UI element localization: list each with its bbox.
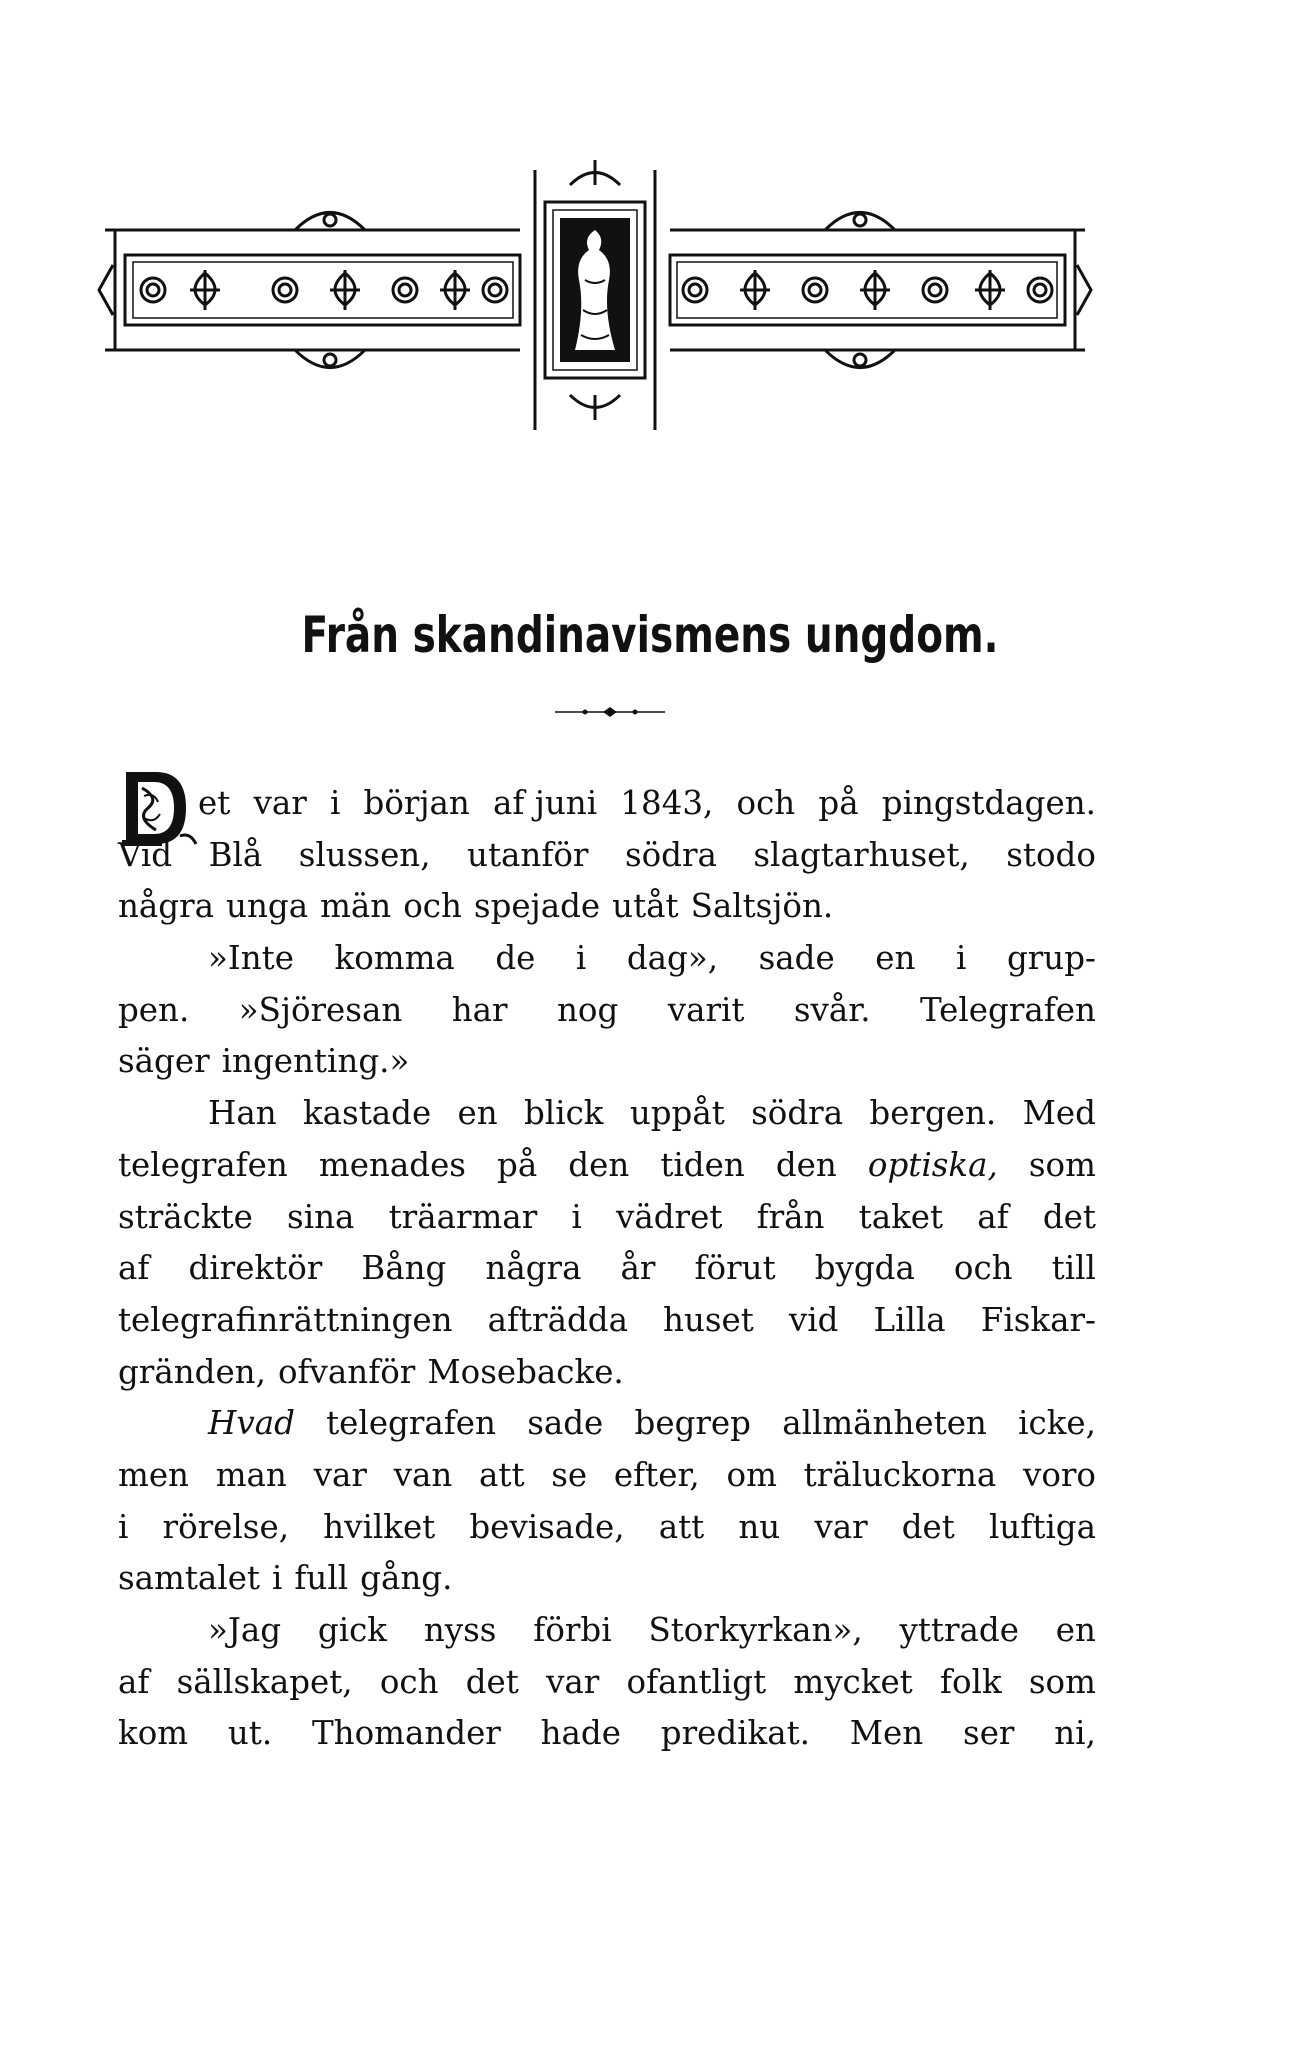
text-line <box>118 1708 1096 1760</box>
word: och <box>953 1249 1013 1288</box>
text-line <box>118 1036 1096 1088</box>
word: ser <box>963 1714 1015 1753</box>
word: pingstdagen. <box>881 784 1096 822</box>
word: som <box>1028 1145 1096 1184</box>
word: spejade <box>473 887 601 926</box>
word: slagtarhuset, <box>753 835 970 874</box>
word: män <box>320 887 392 926</box>
word: nu <box>738 1507 781 1546</box>
ornament-header-icon <box>95 150 1175 440</box>
word: och <box>736 784 796 822</box>
word: predikat. <box>660 1714 810 1753</box>
word: grup- <box>1006 939 1096 978</box>
word: bergen. <box>869 1094 997 1133</box>
word: af <box>977 1197 1009 1236</box>
word: några <box>485 1249 582 1288</box>
text-line <box>118 1243 1096 1295</box>
word: varit <box>667 990 745 1029</box>
word: säger <box>118 1042 210 1081</box>
word: ni, <box>1054 1714 1096 1753</box>
word: träluckorna <box>803 1455 997 1494</box>
word: gång. <box>360 1559 453 1598</box>
word: Storkyrkan», <box>648 1611 863 1649</box>
text-line <box>118 830 1096 882</box>
word: menades <box>318 1145 466 1184</box>
word: tiden <box>660 1145 745 1184</box>
word: voro <box>1022 1455 1096 1494</box>
word: sällskapet, <box>176 1662 353 1701</box>
word: Saltsjön. <box>690 887 834 926</box>
word: var <box>546 1662 600 1701</box>
word: den <box>568 1145 630 1184</box>
word: huset <box>663 1300 754 1339</box>
word: kastade <box>302 1094 432 1133</box>
word: af juni <box>493 784 598 822</box>
word: på <box>818 784 859 822</box>
word: Vid <box>118 835 173 874</box>
word: i <box>955 939 967 978</box>
word: ut. <box>227 1714 273 1753</box>
word: gick <box>317 1611 388 1649</box>
word: förbi <box>533 1611 612 1649</box>
word: taket <box>858 1197 944 1236</box>
word: unga <box>226 887 309 926</box>
word: år <box>620 1249 656 1288</box>
word: Bång <box>361 1249 447 1288</box>
word: af <box>118 1249 150 1288</box>
word: Han <box>208 1094 277 1133</box>
word: slussen, <box>298 835 431 874</box>
word: svår. <box>793 990 871 1029</box>
word: sade <box>527 1404 604 1443</box>
word: några <box>118 887 215 926</box>
word: et <box>198 784 231 822</box>
word: sträckte <box>118 1197 253 1236</box>
word: en <box>457 1094 498 1133</box>
word: utanför <box>467 835 589 874</box>
text-line <box>118 1657 1096 1709</box>
word: ofvanför <box>277 1352 416 1391</box>
word: mycket <box>793 1662 913 1701</box>
word: Telegrafen <box>920 990 1096 1029</box>
word: se <box>551 1455 588 1494</box>
word: Men <box>849 1714 924 1753</box>
word: bevisade, <box>469 1507 625 1546</box>
word: att <box>658 1507 705 1546</box>
word: sade <box>758 939 835 978</box>
word: var <box>253 784 307 822</box>
word: af <box>118 1662 150 1701</box>
word: början <box>363 784 470 822</box>
text-line <box>118 1295 1096 1347</box>
word: stodo <box>1006 835 1096 874</box>
word: direktör <box>188 1249 323 1288</box>
word: vädret <box>616 1197 723 1236</box>
text-line <box>118 881 1096 933</box>
word: folk <box>939 1662 1002 1701</box>
word: 1843, <box>620 784 714 822</box>
word: har <box>451 990 508 1029</box>
word: Hvad <box>208 1404 295 1443</box>
text-line <box>118 1502 1096 1554</box>
word: van <box>393 1455 453 1494</box>
word: optiska, <box>867 1145 998 1184</box>
text-line <box>118 1192 1096 1244</box>
text-line <box>118 1605 1096 1657</box>
word: telegrafen <box>326 1404 496 1443</box>
word: den <box>775 1145 837 1184</box>
word: i <box>571 1197 582 1236</box>
word: Blå <box>208 835 263 874</box>
word: pen. <box>118 990 190 1029</box>
word: full <box>294 1559 349 1598</box>
word: om <box>726 1455 777 1494</box>
text-line <box>118 778 1096 830</box>
word: till <box>1051 1249 1096 1288</box>
word: icke, <box>1018 1404 1096 1443</box>
word: kom <box>118 1714 189 1753</box>
word: från <box>756 1197 825 1236</box>
word: Fiskar- <box>980 1300 1096 1339</box>
word: Mosebacke. <box>427 1352 624 1391</box>
word: luftiga <box>988 1507 1096 1546</box>
word: hade <box>540 1714 621 1753</box>
word: allmänheten <box>782 1404 987 1443</box>
word: i <box>329 784 341 822</box>
word: och <box>403 887 462 926</box>
word: i <box>272 1559 283 1598</box>
word: Lilla <box>873 1300 946 1339</box>
word: Med <box>1022 1094 1096 1133</box>
word: och <box>379 1662 439 1701</box>
word: telegrafen <box>118 1145 288 1184</box>
word: sina <box>287 1197 355 1236</box>
text-line <box>118 1398 1096 1450</box>
word: södra <box>624 835 717 874</box>
word: samtalet <box>118 1559 260 1598</box>
word: i <box>118 1507 129 1546</box>
word: det <box>1042 1197 1096 1236</box>
word: det <box>465 1662 519 1701</box>
word: telegrafinrättningen <box>118 1300 453 1339</box>
word: ingenting.» <box>221 1042 410 1081</box>
word: var <box>313 1455 367 1494</box>
text-line <box>118 1088 1096 1140</box>
word: uppåt <box>629 1094 725 1133</box>
word: Thomander <box>311 1714 501 1753</box>
word: man <box>215 1455 287 1494</box>
text-line <box>118 1140 1096 1192</box>
word: bygda <box>814 1249 915 1288</box>
word: rörelse, <box>162 1507 290 1546</box>
text-line <box>118 985 1096 1037</box>
word: yttrade <box>899 1611 1019 1649</box>
text-line <box>118 933 1096 985</box>
word: blick <box>524 1094 604 1133</box>
word: i <box>575 939 587 978</box>
word: nog <box>556 990 619 1029</box>
word: vid <box>788 1300 839 1339</box>
word: de <box>495 939 536 978</box>
word: förut <box>694 1249 776 1288</box>
text-line <box>118 1450 1096 1502</box>
word: »Jag <box>208 1611 282 1649</box>
word: utåt <box>612 887 679 926</box>
word: ofantligt <box>626 1662 767 1701</box>
text-line <box>118 1553 1096 1605</box>
word: men <box>118 1455 189 1494</box>
word: nyss <box>423 1611 497 1649</box>
word: var <box>814 1507 868 1546</box>
word: det <box>901 1507 955 1546</box>
body-text <box>118 778 1096 1760</box>
word: »Inte <box>208 939 294 978</box>
word: södra <box>751 1094 844 1133</box>
word: efter, <box>613 1455 700 1494</box>
chapter-title: Från skandinavismens ungdom. <box>301 606 999 664</box>
word: gränden, <box>118 1352 266 1391</box>
word: hvilket <box>323 1507 436 1546</box>
word: dag», <box>626 939 719 978</box>
word: som <box>1028 1662 1096 1701</box>
word: på <box>497 1145 538 1184</box>
word: afträdda <box>487 1300 628 1339</box>
title-separator-icon <box>555 705 665 719</box>
word: en <box>875 939 916 978</box>
word: komma <box>334 939 455 978</box>
word: en <box>1055 1611 1096 1649</box>
word: »Sjöresan <box>238 990 403 1029</box>
word: träarmar <box>388 1197 538 1236</box>
word: att <box>479 1455 525 1494</box>
text-line <box>118 1347 1096 1399</box>
word: begrep <box>634 1404 751 1443</box>
